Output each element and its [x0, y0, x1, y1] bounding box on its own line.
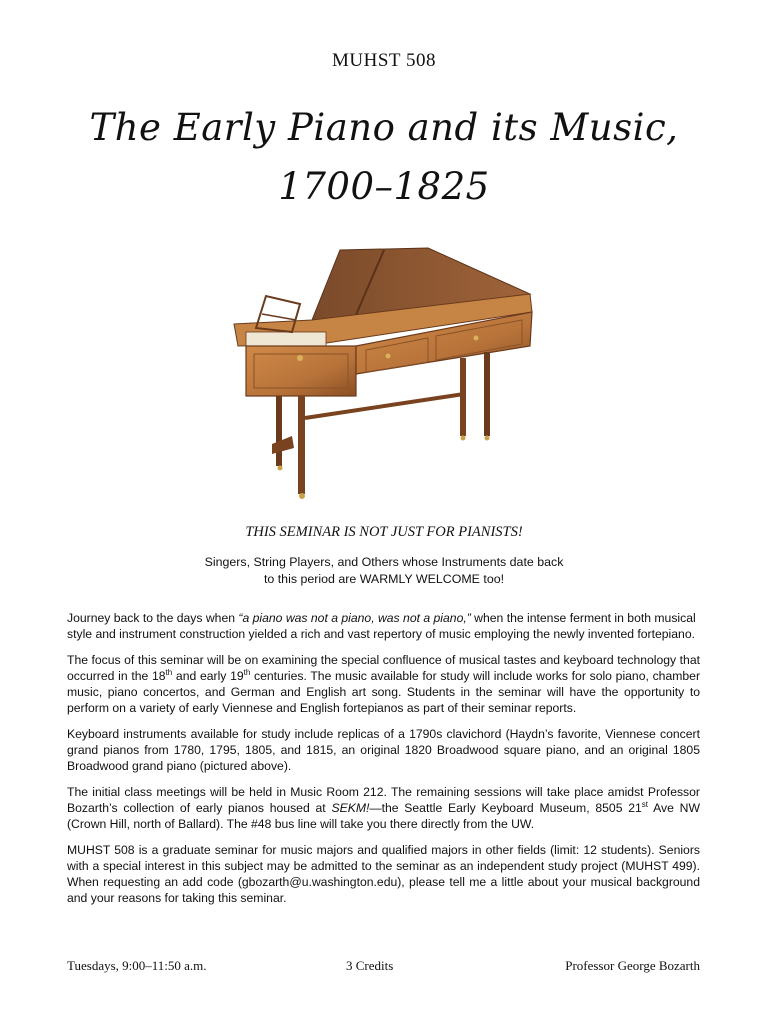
focus-text: The focus of this seminar will be on examining the special confluence of musical tastes and keyboard technology that occurred in the 18 — [67, 652, 700, 683]
ordinal-suffix: th — [165, 667, 173, 677]
course-years: 1700–1825 — [278, 165, 490, 208]
course-description — [67, 610, 700, 916]
focus-text-mid: and early 19 — [172, 668, 244, 683]
paragraph-focus — [67, 652, 700, 717]
focus-text-end: centuries. The music available for study will include works for solo piano, chamber music, piano concertos, and German and English art song. Students in the seminar will have the opportunity to perform on a variety of early Viennese and English fortepianos as part of their seminar reports. — [67, 668, 701, 716]
course-title: The Early Piano and its Music, — [89, 106, 679, 149]
welcome-line-1: Singers, String Players, and Others whose Instruments date back — [204, 555, 564, 569]
paragraph-instruments: Keyboard instruments available for study include replicas of a 1790s clavichord (Haydn’s favorite, Viennese concert grand pianos from 1780, 1795, 1805, and 1815, an original 1820 Broadwood square piano, and an original 1805 Broadwood grand piano (pictured above). — [67, 726, 700, 774]
paragraph-enrollment: MUHST 508 is a graduate seminar for music majors and qualified majors in other fields (limit: 12 students). Seniors with a special interest in this subject may be admitted to the seminar as an independent study project (MUHST 499). When requesting an add code (gbozarth@u.washington.edu), please tell me a little about your musical background and your reasons for taking this seminar. — [67, 842, 700, 906]
seminar-banner: THIS SEMINAR IS NOT JUST FOR PIANISTS! — [245, 524, 523, 540]
intro-text: Journey back to the days when — [67, 611, 239, 625]
intro-quote: “a piano was not a piano, was not a piano,” — [238, 611, 471, 625]
museum-abbrev: SEKM! — [331, 800, 370, 815]
instructor: Professor George Bozarth — [565, 958, 700, 973]
paragraph-location — [67, 784, 700, 833]
location-text-end: Ave NW (Crown Hill, north of Ballard). The #48 bus line will take you there directly from the UW. — [67, 800, 700, 832]
location-text-mid: —the Seattle Early Keyboard Museum, 8505 21 — [369, 800, 642, 815]
ordinal-suffix: st — [641, 799, 649, 809]
credits: 3 Credits — [346, 958, 394, 973]
location-text: The initial class meetings will be held in Music Room 212. The remaining sessions will take place amidst Professor Bozarth’s collection of early pianos housed at — [67, 784, 700, 815]
welcome-line-2: to this period are WARMLY WELCOME too! — [263, 572, 505, 586]
welcome-note — [0, 554, 768, 588]
schedule: Tuesdays, 9:00–11:50 a.m. — [67, 958, 207, 973]
course-code: MUHST 508 — [332, 50, 436, 71]
fortepiano-photo — [188, 228, 548, 500]
paragraph-intro — [67, 610, 700, 643]
intro-text-end: when the intense ferment in both musical style and instrument construction yielded a rich and vast repertory of music employing the newly invented fortepiano. — [67, 611, 696, 642]
course-footer — [67, 958, 700, 976]
ordinal-suffix: th — [243, 667, 251, 677]
